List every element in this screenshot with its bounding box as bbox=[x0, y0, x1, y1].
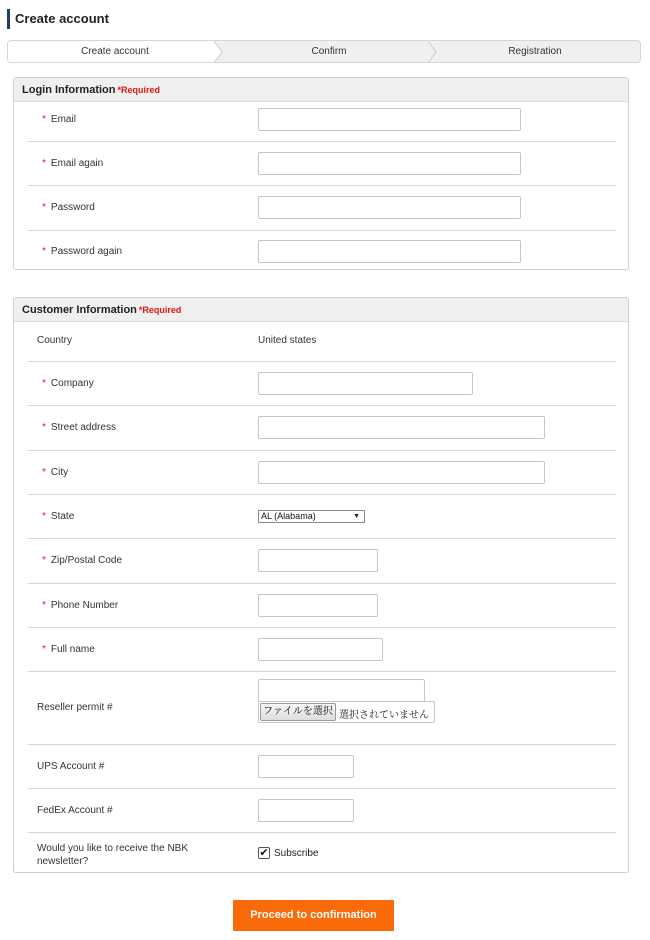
email-input[interactable] bbox=[258, 108, 521, 131]
required-note: *Required bbox=[138, 305, 182, 315]
field-label: * State bbox=[42, 511, 75, 522]
field-label: * Phone Number bbox=[42, 600, 119, 611]
field-label: Country bbox=[37, 335, 73, 346]
field-label: UPS Account # bbox=[37, 761, 105, 772]
field-label: * Street address bbox=[42, 422, 116, 433]
field-label: * Email bbox=[42, 114, 76, 125]
field-label: * City bbox=[42, 467, 69, 478]
field-label: * Full name bbox=[42, 644, 95, 655]
checkmark-icon: ✔ bbox=[259, 847, 269, 859]
form-row-newsletter bbox=[28, 833, 616, 873]
subscribe-label: Subscribe bbox=[274, 848, 319, 859]
field-label: * Password bbox=[42, 202, 95, 213]
form-row-country bbox=[28, 322, 616, 362]
street-address-input[interactable] bbox=[258, 416, 545, 439]
field-label: * Password again bbox=[42, 246, 123, 257]
file-status: 選択されていません bbox=[339, 710, 429, 721]
fedex-account-input[interactable] bbox=[258, 799, 354, 822]
reseller-permit-input[interactable] bbox=[258, 679, 425, 702]
form-row-zip bbox=[28, 539, 616, 584]
form-row-password-again bbox=[28, 231, 616, 269]
city-input[interactable] bbox=[258, 461, 545, 484]
choose-file-button[interactable]: ファイルを選択 bbox=[260, 703, 336, 721]
subscribe-checkbox[interactable] bbox=[258, 847, 270, 859]
email-again-input[interactable] bbox=[258, 152, 521, 175]
form-row-fullname bbox=[28, 628, 616, 672]
dropdown-arrow-icon: ▼ bbox=[353, 513, 360, 520]
customer-information-section bbox=[13, 297, 629, 873]
form-row-fedex bbox=[28, 789, 616, 833]
password-input[interactable] bbox=[258, 196, 521, 219]
form-row-street bbox=[28, 406, 616, 451]
state-select[interactable] bbox=[258, 510, 365, 523]
section-header bbox=[14, 298, 628, 322]
section-title: Login Information bbox=[22, 84, 116, 96]
form-row-phone bbox=[28, 584, 616, 628]
form-row-email bbox=[28, 102, 616, 142]
proceed-to-confirmation-button[interactable]: Proceed to confirmation bbox=[233, 900, 394, 931]
form-row-reseller bbox=[28, 672, 616, 745]
field-label: * Email again bbox=[42, 158, 104, 169]
field-label: * Zip/Postal Code bbox=[42, 555, 123, 566]
field-label: Would you like to receive the NBK newsletter? bbox=[37, 843, 189, 867]
step-registration: Registration bbox=[508, 46, 562, 57]
progress-steps bbox=[7, 40, 641, 63]
company-input[interactable] bbox=[258, 372, 473, 395]
form-row-email-again bbox=[28, 142, 616, 186]
ups-account-input[interactable] bbox=[258, 755, 354, 778]
form-row-password bbox=[28, 186, 616, 231]
file-upload bbox=[258, 701, 435, 723]
form-row-ups bbox=[28, 745, 616, 789]
field-label: * Company bbox=[42, 378, 94, 389]
form-row-company bbox=[28, 362, 616, 406]
step-confirm: Confirm bbox=[311, 46, 347, 57]
password-again-input[interactable] bbox=[258, 240, 521, 263]
page-title: Create account bbox=[7, 9, 109, 29]
form-row-city bbox=[28, 451, 616, 495]
full-name-input[interactable] bbox=[258, 638, 383, 661]
country-value: United states bbox=[258, 335, 317, 346]
field-label: Reseller permit # bbox=[37, 702, 113, 713]
state-selected-value: AL (Alabama) bbox=[261, 511, 316, 521]
step-create-account: Create account bbox=[81, 46, 149, 57]
section-title: Customer Information bbox=[22, 304, 137, 316]
login-information-section bbox=[13, 77, 629, 270]
phone-input[interactable] bbox=[258, 594, 378, 617]
section-header bbox=[14, 78, 628, 102]
field-label: FedEx Account # bbox=[37, 805, 113, 816]
form-row-state bbox=[28, 495, 616, 539]
required-note: *Required bbox=[117, 85, 160, 95]
zip-input[interactable] bbox=[258, 549, 378, 572]
